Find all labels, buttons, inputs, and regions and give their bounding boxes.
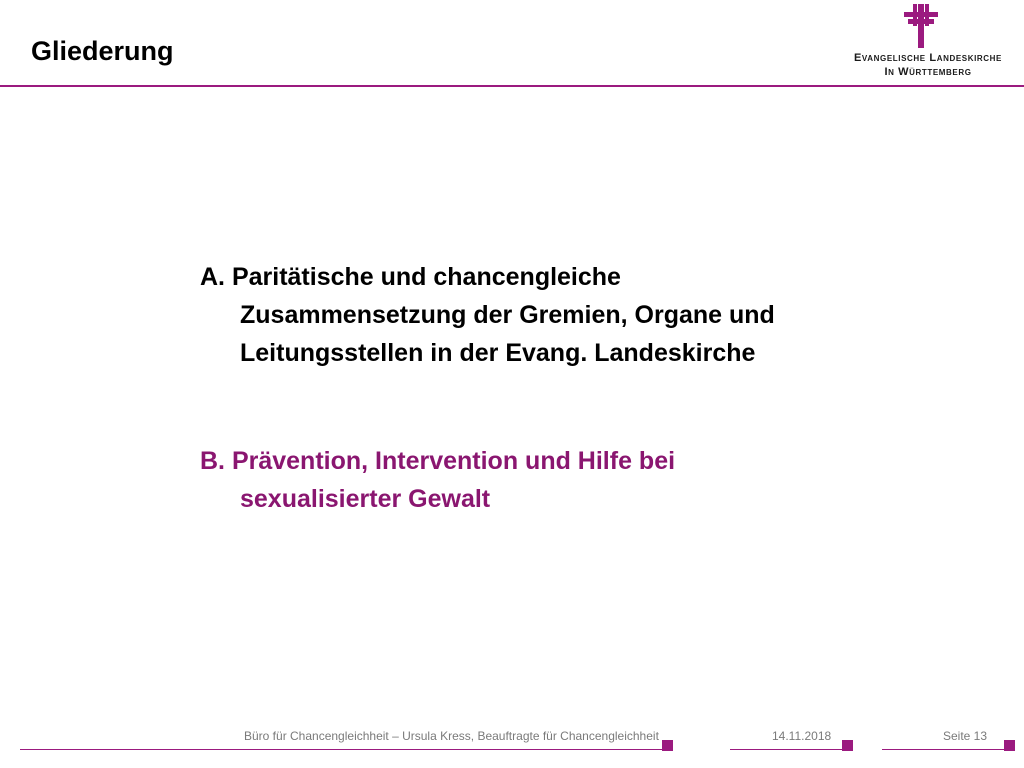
outline-item-b: B. Prävention, Intervention und Hilfe bei sexualisierter Gewalt [200,447,676,513]
outline-item-a: A. Paritätische und chancengleiche Zusammensetzung der Gremien, Organe und Leitungsstellen in der Evang. Landeskirche [200,263,775,367]
outline-list [200,258,840,518]
footer-date: 14.11.2018 [772,729,832,743]
footer-marker-right [1004,740,1015,751]
footer-source: Büro für Chancengleichheit – Ursula Kress, Beauftragte für Chancengleichheit [244,729,659,743]
logo-text-line2: In Württemberg [884,66,972,78]
logo-text-line1: Evangelische Landeskirche [854,52,1002,64]
header-divider [0,85,1024,87]
footer-divider-middle [730,749,842,750]
footer-page-number: Seite 13 [943,729,988,743]
footer-divider-right [882,749,1004,750]
cross-icon [904,4,938,48]
footer-marker-middle [842,740,853,751]
footer-divider-left [20,749,662,750]
church-logo [838,4,1018,80]
slide-title: Gliederung [31,36,174,66]
footer-marker-left [662,740,673,751]
